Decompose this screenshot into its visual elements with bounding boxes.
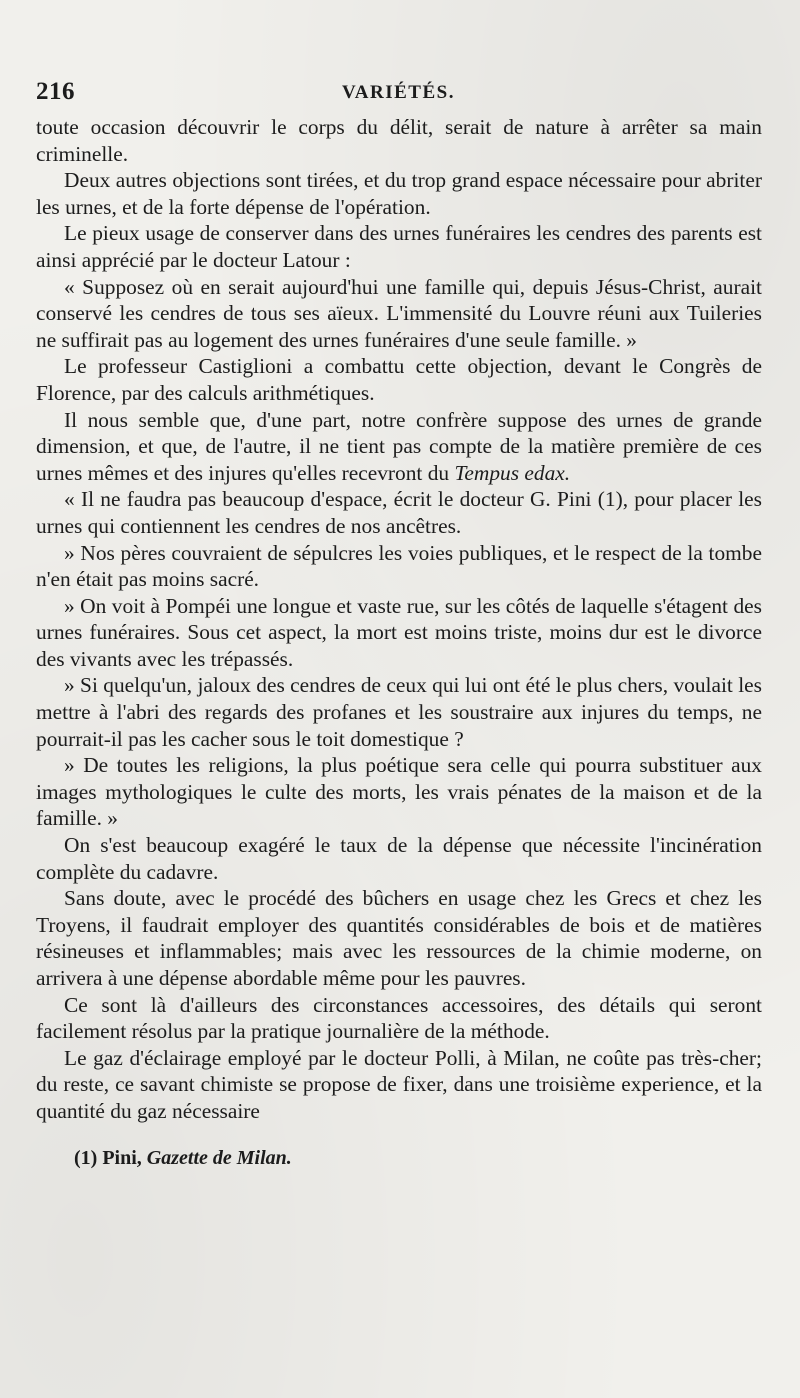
paragraph-text: On s'est beaucoup exagéré le taux de la dépense que nécessite l'incinération complète du cadavre. — [36, 833, 762, 884]
footnote-mark: (1) — [74, 1146, 98, 1169]
paragraph — [36, 220, 762, 273]
paragraph — [36, 752, 762, 832]
footnote-author: Pini, — [102, 1146, 142, 1169]
paragraph-text: « Il ne faudra pas beaucoup d'espace, écrit le docteur G. Pini (1), pour placer les urnes qui contiennent les cendres de nos ancêtres. — [36, 487, 762, 538]
paragraph-text: Le pieux usage de conserver dans des urnes funéraires les cendres des parents est ainsi apprécié par le docteur Latour : — [36, 221, 762, 272]
paragraph — [36, 593, 762, 673]
paragraph-text: toute occasion découvrir le corps du délit, serait de nature à arrêter sa main criminelle. — [36, 115, 762, 166]
paragraph-text: Le professeur Castiglioni a combattu cette objection, devant le Congrès de Florence, par des calculs arithmétiques. — [36, 354, 762, 405]
paragraph-text: » Si quelqu'un, jaloux des cendres de ceux qui lui ont été le plus chers, voulait les mettre à l'abri des regards des profanes et les soustraire aux injures du temps, ne pourrait-il pas les cacher sous le toit domestique ? — [36, 673, 762, 751]
paragraph-italic-text: Tempus edax. — [454, 460, 571, 485]
paragraph-text: Il nous semble que, d'une part, notre confrère suppose des urnes de grande dimension, et que, de l'autre, il ne tient pas compte de la matière première de ces urnes mêmes et des injures qu'elles recevront du — [36, 407, 762, 485]
body-text — [36, 114, 762, 1125]
paragraph-text: « Supposez où en serait aujourd'hui une famille qui, depuis Jésus-Christ, aurait conservé les cendres de tous ses aïeux. L'immensité du Louvre réuni aux Tuileries ne suffirait pas au logement des urnes funéraires d'une seule famille. » — [36, 274, 762, 352]
paragraph — [36, 672, 762, 752]
paragraph-text: Le gaz d'éclairage employé par le docteur Polli, à Milan, ne coûte pas très-cher; du reste, ce savant chimiste se propose de fixer, dans une troisième experience, et la quantité du gaz nécessaire — [36, 1045, 762, 1123]
page-number: 216 — [36, 78, 75, 105]
paragraph — [36, 1045, 762, 1125]
running-head: VARIÉTÉS. — [342, 82, 455, 103]
paragraph — [36, 353, 762, 406]
paragraph — [36, 832, 762, 885]
paragraph — [36, 885, 762, 991]
paragraph-text: Sans doute, avec le procédé des bûchers en usage chez les Grecs et chez les Troyens, il faudrait employer des quantités considérables de bois et de matières résineuses et inflammables; mais avec les ressources de la chimie moderne, on arrivera à une dépense abordable même pour les pauvres. — [36, 886, 762, 990]
paragraph — [36, 114, 762, 167]
paragraph-text: » On voit à Pompéi une longue et vaste rue, sur les côtés de laquelle s'étagent des urnes funéraires. Sous cet aspect, la mort est moins triste, moins dur est le divorce des vivants avec les trépassés. — [36, 593, 762, 671]
paragraph-text: Ce sont là d'ailleurs des circonstances accessoires, des détails qui seront facilement résolus par la pratique journalière de la méthode. — [36, 992, 762, 1044]
paragraph — [36, 992, 762, 1045]
paragraph — [36, 540, 762, 593]
paragraph — [36, 167, 762, 220]
paragraph-text: Deux autres objections sont tirées, et du trop grand espace nécessaire pour abriter les urnes, et de la forte dépense de l'opération. — [36, 168, 762, 219]
paragraph-text: » De toutes les religions, la plus poétique sera celle qui pourra substituer aux images mythologiques le culte des morts, les vrais pénates de la maison et de la famille. » — [36, 753, 762, 831]
paragraph — [36, 274, 762, 354]
paragraph — [36, 486, 762, 539]
paragraph — [36, 407, 762, 487]
footnote-source: Gazette de Milan. — [146, 1146, 292, 1169]
footnote — [36, 1145, 762, 1171]
paragraph-text: » Nos pères couvraient de sépulcres les voies publiques, et le respect de la tombe n'en était pas moins sacré. — [36, 540, 762, 592]
page-header — [36, 78, 762, 114]
